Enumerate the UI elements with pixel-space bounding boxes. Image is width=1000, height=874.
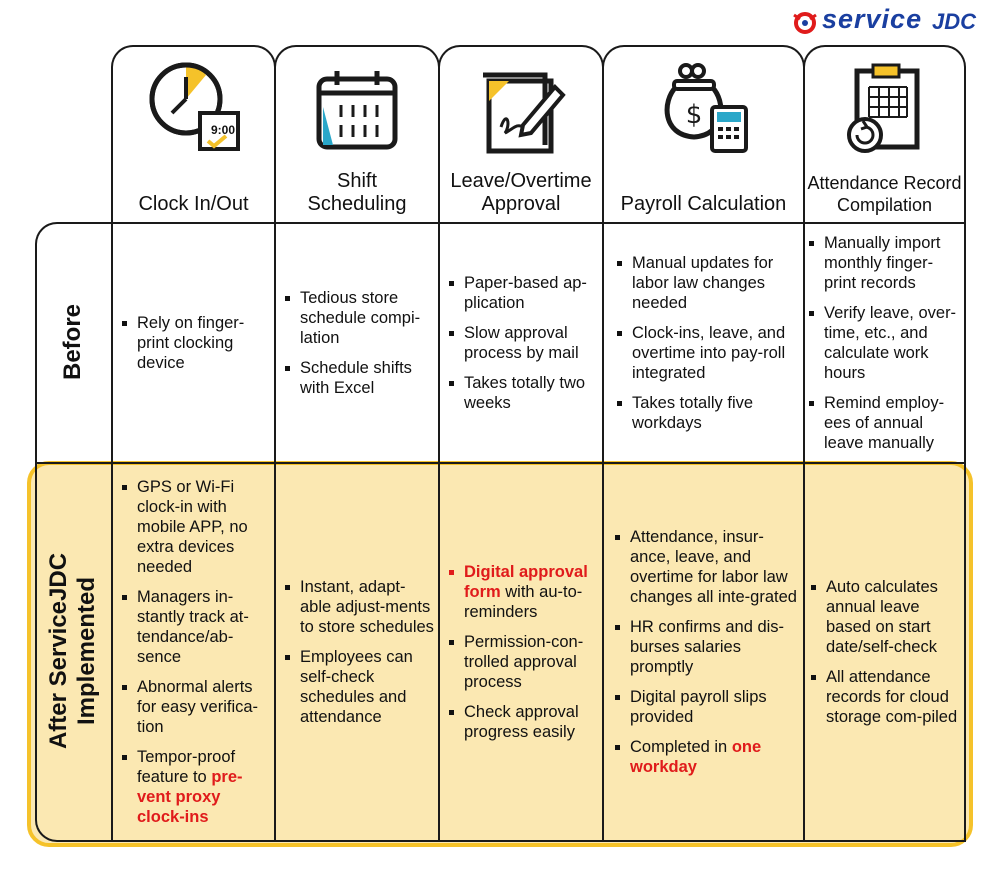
column-title: Payroll Calculation xyxy=(620,193,787,215)
row-label-before: Before xyxy=(59,303,86,381)
after-cell-attendance xyxy=(810,464,964,840)
list-item: Takes totally five workdays xyxy=(616,393,800,433)
grid-line-bottom xyxy=(111,840,966,842)
list-item: Remind employ-ees of annual leave manually xyxy=(808,393,964,453)
list-item: Clock-ins, leave, and overtime into pay-roll integrated xyxy=(616,323,800,383)
list-item: Employees can self-check schedules and attendance xyxy=(284,647,434,727)
list-item: Tedious store schedule compi-lation xyxy=(284,288,434,348)
list-item: Permission-con-trolled approval process xyxy=(448,632,600,692)
column-title: Clock In/Out xyxy=(138,193,249,215)
list-item: Check approval progress easily xyxy=(448,702,600,742)
money-bag-calculator-icon xyxy=(654,57,754,157)
clock-icon xyxy=(144,57,244,157)
after-cell-payroll xyxy=(614,464,800,840)
logo-text-accent: JDC xyxy=(932,9,977,34)
list-item: Schedule shifts with Excel xyxy=(284,358,434,398)
before-cell-attendance xyxy=(808,224,964,462)
column-header-payroll xyxy=(602,45,805,224)
list-item: Paper-based ap-plication xyxy=(448,273,600,313)
list-item: All attendance records for cloud storage com-piled xyxy=(810,667,964,727)
svg-text:$: $ xyxy=(685,100,702,130)
list-item: Rely on finger-print clocking device xyxy=(121,313,271,373)
list-item: HR confirms and dis-burses salaries promptly xyxy=(614,617,800,677)
list-item: Auto calculates annual leave based on start date/self-check xyxy=(810,577,964,657)
row-label-after: After ServiceJDC Implemented xyxy=(45,552,100,750)
after-cell-leave xyxy=(448,464,600,840)
list-item: Completed in one workday xyxy=(614,737,800,777)
before-cell-clock xyxy=(121,224,271,462)
column-header-leave xyxy=(438,45,604,224)
grid-line-v1 xyxy=(111,222,113,842)
logo-text-main: service xyxy=(822,4,923,34)
before-cell-shift xyxy=(284,224,434,462)
before-cell-payroll xyxy=(616,224,800,462)
after-cell-shift xyxy=(284,464,434,840)
clock-time-label: 9:00 xyxy=(211,123,236,137)
list-item: Takes totally two weeks xyxy=(448,373,600,413)
list-item: Instant, adapt-able adjust-ments to store schedules xyxy=(284,577,434,637)
grid-line-v5 xyxy=(803,222,805,842)
list-item: Manual updates for labor law changes needed xyxy=(616,253,800,313)
grid-line-v4 xyxy=(602,222,604,842)
brand-logo xyxy=(790,4,990,40)
grid-line-v3 xyxy=(438,222,440,842)
column-title: Shift Scheduling xyxy=(307,170,407,215)
column-header-shift xyxy=(274,45,440,224)
logo-mark-icon xyxy=(790,7,820,37)
column-title: Attendance Record Compilation xyxy=(807,173,962,215)
document-pen-icon xyxy=(471,57,571,157)
column-header-clock xyxy=(111,45,276,224)
column-header-attendance xyxy=(803,45,966,224)
list-item: Attendance, insur-ance, leave, and overtime for labor law changes all inte-grated xyxy=(614,527,800,607)
grid-line-v2 xyxy=(274,222,276,842)
list-item: Slow approval process by mail xyxy=(448,323,600,363)
before-cell-leave xyxy=(448,224,600,462)
list-item: Abnormal alerts for easy verifica-tion xyxy=(121,677,271,737)
list-item: Digital payroll slips provided xyxy=(614,687,800,727)
list-item: Digital approval form with au-to-reminders xyxy=(448,562,600,622)
clipboard-refresh-icon xyxy=(835,57,935,157)
list-item: GPS or Wi-Fi clock-in with mobile APP, no extra devices needed xyxy=(121,477,271,577)
column-title: Leave/Overtime Approval xyxy=(450,170,592,215)
after-cell-clock xyxy=(121,464,271,840)
list-item: Verify leave, over-time, etc., and calculate work hours xyxy=(808,303,964,383)
list-item: Manually import monthly finger-print records xyxy=(808,233,964,293)
list-item: Tempor-proof feature to pre-vent proxy clock-ins xyxy=(121,747,271,827)
grid-line-v6 xyxy=(964,222,966,842)
calendar-icon xyxy=(307,57,407,157)
list-item: Managers in-stantly track at-tendance/ab-sence xyxy=(121,587,271,667)
